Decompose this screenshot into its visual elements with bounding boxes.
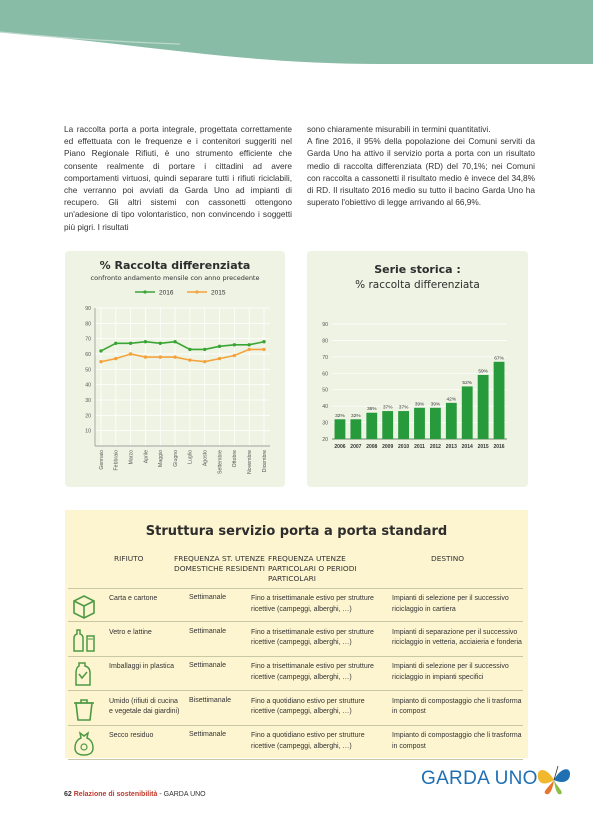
header-band bbox=[0, 0, 593, 64]
x-tick-label: Dicembre bbox=[261, 450, 268, 473]
x-tick-label: Febbraio bbox=[113, 450, 120, 471]
body-text-left bbox=[64, 123, 292, 233]
bar bbox=[382, 411, 393, 439]
paragraph: A fine 2016, il 95% della popolazione dei Comuni serviti da Garda Uno ha attivo il servizio porta a porta con un risultato medio di raccolta differenziata (RD) del 70,1%; nei Comuni con raccolta a cassonetti il risultato medio è invece del 34,8% di RD. Il risultato 2016 medio su tutto il bacino Garda Uno ha superato l'obiettivo di legge arrivando al 66,9%. bbox=[307, 136, 535, 208]
box-icon bbox=[70, 592, 98, 620]
data-label: 39% bbox=[430, 402, 441, 408]
y-tick-label: 10 bbox=[85, 428, 91, 435]
footer-org: - GARDA UNO bbox=[159, 791, 206, 798]
series-line bbox=[101, 349, 264, 361]
x-tick-label: 2014 bbox=[461, 444, 473, 450]
header-rifiuto: RIFIUTO bbox=[114, 554, 144, 563]
line-chart-panel bbox=[65, 251, 285, 487]
data-point bbox=[159, 342, 162, 345]
chart-legend bbox=[135, 290, 226, 297]
service-table bbox=[65, 510, 528, 758]
data-label: 67% bbox=[494, 356, 504, 362]
table-row bbox=[68, 726, 523, 760]
bar bbox=[335, 419, 346, 439]
data-label: 32% bbox=[351, 413, 361, 419]
data-point bbox=[233, 343, 236, 346]
chart-title: Serie storica : bbox=[374, 263, 461, 276]
body-text-right bbox=[307, 123, 535, 208]
data-point bbox=[114, 342, 117, 345]
data-label: 36% bbox=[366, 407, 377, 413]
y-tick-label: 60 bbox=[322, 371, 328, 378]
data-label: 37% bbox=[382, 405, 393, 411]
butterfly-icon bbox=[534, 762, 574, 798]
data-point bbox=[203, 360, 206, 363]
cell-frequenza-domestiche: Settimanale bbox=[189, 627, 226, 635]
x-tick-label: Ottobre bbox=[232, 450, 239, 468]
data-point bbox=[203, 348, 206, 351]
line-chart bbox=[65, 251, 285, 487]
data-label: 42% bbox=[446, 397, 457, 403]
chart-title: % raccolta differenziata bbox=[355, 279, 480, 291]
x-tick-label: 2009 bbox=[382, 444, 394, 450]
data-point bbox=[188, 348, 191, 351]
cell-frequenza-domestiche: Settimanale bbox=[189, 662, 226, 669]
x-tick-label: 2016 bbox=[493, 444, 505, 450]
y-tick-label: 20 bbox=[322, 437, 328, 443]
y-tick-label: 70 bbox=[322, 354, 328, 361]
data-point bbox=[144, 355, 147, 358]
page-footer bbox=[64, 791, 206, 798]
data-label: 59% bbox=[478, 369, 488, 375]
cell-rifiuto: Vetro e lattine bbox=[109, 628, 152, 636]
data-point bbox=[247, 343, 250, 346]
data-point bbox=[99, 360, 102, 363]
packaging-icon bbox=[70, 660, 98, 688]
data-point bbox=[262, 340, 265, 343]
x-tick-label: Novembre bbox=[246, 450, 253, 474]
bin-icon bbox=[70, 695, 98, 723]
x-tick-label: 2012 bbox=[429, 444, 441, 450]
bar bbox=[430, 408, 441, 439]
legend-label: 2016 bbox=[159, 289, 174, 297]
page-number: 62 bbox=[64, 791, 72, 798]
legend-marker bbox=[143, 290, 146, 293]
x-tick-label: Giugno bbox=[172, 450, 179, 467]
y-tick-label: 90 bbox=[322, 322, 328, 328]
cell-rifiuto: Umido (rifiuti di cucina e vegetale dai giardini) bbox=[109, 697, 180, 715]
y-tick-label: 70 bbox=[85, 336, 91, 343]
chart-title: % Raccolta differenziata bbox=[99, 259, 251, 272]
bar bbox=[398, 411, 409, 439]
x-tick-label: 2015 bbox=[477, 444, 489, 450]
cell-frequenza-domestiche: Settimanale bbox=[189, 594, 226, 601]
table-row bbox=[68, 623, 523, 657]
cell-frequenza-particolari: Fino a quotidiano estivo per strutture ricettive (campeggi, alberghi, …) bbox=[251, 697, 365, 715]
cell-destino: Impianti di selezione per il successivo riciclaggio in cartiera bbox=[392, 595, 509, 613]
y-tick-label: 20 bbox=[85, 413, 91, 420]
bar bbox=[446, 403, 457, 439]
cell-rifiuto: Carta e cartone bbox=[109, 595, 158, 602]
x-tick-label: Aprile bbox=[143, 450, 150, 464]
data-point bbox=[233, 354, 236, 357]
legend-marker bbox=[195, 290, 198, 293]
x-tick-label: 2010 bbox=[398, 444, 410, 450]
bar bbox=[414, 408, 425, 439]
data-point bbox=[159, 355, 162, 358]
cell-destino: Impianto di compostaggio che li trasforma in compost bbox=[392, 732, 522, 750]
bag-icon bbox=[70, 729, 98, 757]
cell-destino: Impianti di selezione per il successivo riciclaggio in impianti specifici bbox=[392, 663, 509, 681]
cell-frequenza-particolari: Fino a quotidiano estivo per strutture ricettive (campeggi, alberghi, …) bbox=[251, 732, 365, 750]
bar bbox=[366, 413, 377, 439]
y-tick-label: 40 bbox=[85, 382, 91, 389]
data-label: 39% bbox=[414, 402, 425, 408]
y-tick-label: 30 bbox=[322, 420, 328, 427]
data-point bbox=[218, 345, 221, 348]
data-point bbox=[114, 357, 117, 360]
bar bbox=[462, 386, 473, 439]
table-title: Struttura servizio porta a porta standard bbox=[145, 524, 448, 539]
x-tick-label: Maggio bbox=[158, 450, 165, 468]
x-tick-label: 2011 bbox=[414, 444, 425, 450]
header-freq-particolari: FREQUENZA UTENZE PARTICOLARI O PERIODI PARTICOLARI bbox=[268, 554, 357, 583]
x-tick-label: 2013 bbox=[445, 444, 457, 450]
logo-text: GARDA UNO bbox=[421, 768, 538, 789]
y-tick-label: 90 bbox=[85, 306, 91, 312]
data-label: 52% bbox=[462, 380, 473, 386]
cell-destino: Impianti di separazione per il successivo riciclaggio in vetteria, acciaieria e fonderia bbox=[392, 628, 522, 646]
table-row bbox=[68, 588, 523, 622]
bar bbox=[478, 375, 489, 439]
garda-uno-logo bbox=[421, 762, 576, 798]
data-point bbox=[188, 358, 191, 361]
data-point bbox=[129, 342, 132, 345]
chart-subtitle: confronto andamento mensile con anno precedente bbox=[90, 274, 260, 282]
data-point bbox=[262, 348, 265, 351]
x-tick-label: 2008 bbox=[366, 444, 378, 450]
bar bbox=[350, 419, 361, 439]
y-tick-label: 30 bbox=[85, 398, 91, 404]
x-tick-label: Gennaio bbox=[98, 450, 105, 470]
data-label: 37% bbox=[398, 405, 409, 411]
series-line bbox=[101, 342, 264, 351]
paragraph: La raccolta porta a porta integrale, progettata correttamente ed effettuata con le frequenze e i contenitori suggeriti nel Piano Regionale Rifiuti, è uno strumento efficiente che consente realmente di portare i cittadini ad avere comportamenti virtuosi, quindi separare tutti i rifiuti riciclabili, che verranno poi avviati da Garda Uno ad impianti di recupero. Gli altri sistemi con cassonetti ottengono un'adesione di tipo volontaristico, non convincendo i soggetti più pigri. I risultati bbox=[64, 124, 292, 232]
data-point bbox=[129, 352, 132, 355]
data-point bbox=[173, 355, 176, 358]
table-row bbox=[68, 657, 523, 691]
x-tick-label: Marzo bbox=[128, 450, 135, 465]
cell-frequenza-particolari: Fino a trisettimanale estivo per strutture ricettive (campeggi, alberghi, …) bbox=[251, 628, 374, 646]
data-point bbox=[144, 340, 147, 343]
legend-label: 2015 bbox=[211, 289, 226, 297]
cell-frequenza-particolari: Fino a trisettimanale estivo per strutture ricettive (campeggi, alberghi, …) bbox=[251, 663, 374, 681]
cell-frequenza-domestiche: Bisettimanale bbox=[189, 696, 232, 704]
data-point bbox=[99, 349, 102, 352]
bar bbox=[494, 362, 505, 439]
bar-chart-panel bbox=[307, 251, 528, 487]
data-point bbox=[247, 348, 250, 351]
y-tick-label: 80 bbox=[85, 321, 91, 328]
cell-rifiuto: Secco residuo bbox=[109, 732, 154, 739]
x-tick-label: Luglio bbox=[187, 450, 194, 464]
cell-destino: Impianto di compostaggio che li trasforma in compost bbox=[392, 697, 522, 715]
y-tick-label: 80 bbox=[322, 338, 328, 345]
footer-section: Relazione di sostenibilità bbox=[73, 791, 158, 798]
y-tick-label: 50 bbox=[85, 367, 91, 374]
data-point bbox=[218, 357, 221, 360]
table-row bbox=[68, 692, 523, 726]
x-tick-label: Agosto bbox=[202, 450, 209, 467]
data-label: 32% bbox=[335, 413, 345, 419]
header-destino: DESTINO bbox=[431, 554, 465, 563]
y-tick-label: 40 bbox=[322, 404, 328, 411]
x-tick-label: Settembre bbox=[217, 450, 224, 474]
paragraph: sono chiaramente misurabili in termini quantitativi. bbox=[307, 124, 491, 134]
bottles-icon bbox=[70, 626, 98, 654]
x-tick-label: 2007 bbox=[350, 444, 362, 450]
header-freq-domestiche: FREQUENZA ST. UTENZE DOMESTICHE RESIDENTI bbox=[174, 554, 265, 573]
x-tick-label: 2006 bbox=[334, 444, 346, 450]
cell-frequenza-domestiche: Settimanale bbox=[189, 731, 226, 738]
y-tick-label: 60 bbox=[85, 352, 91, 358]
data-point bbox=[173, 340, 176, 343]
cell-frequenza-particolari: Fino a trisettimanale estivo per strutture ricettive (campeggi, alberghi, …) bbox=[251, 595, 374, 613]
y-tick-label: 50 bbox=[322, 387, 328, 394]
bar-chart bbox=[307, 251, 528, 487]
cell-rifiuto: Imballaggi in plastica bbox=[109, 663, 174, 670]
